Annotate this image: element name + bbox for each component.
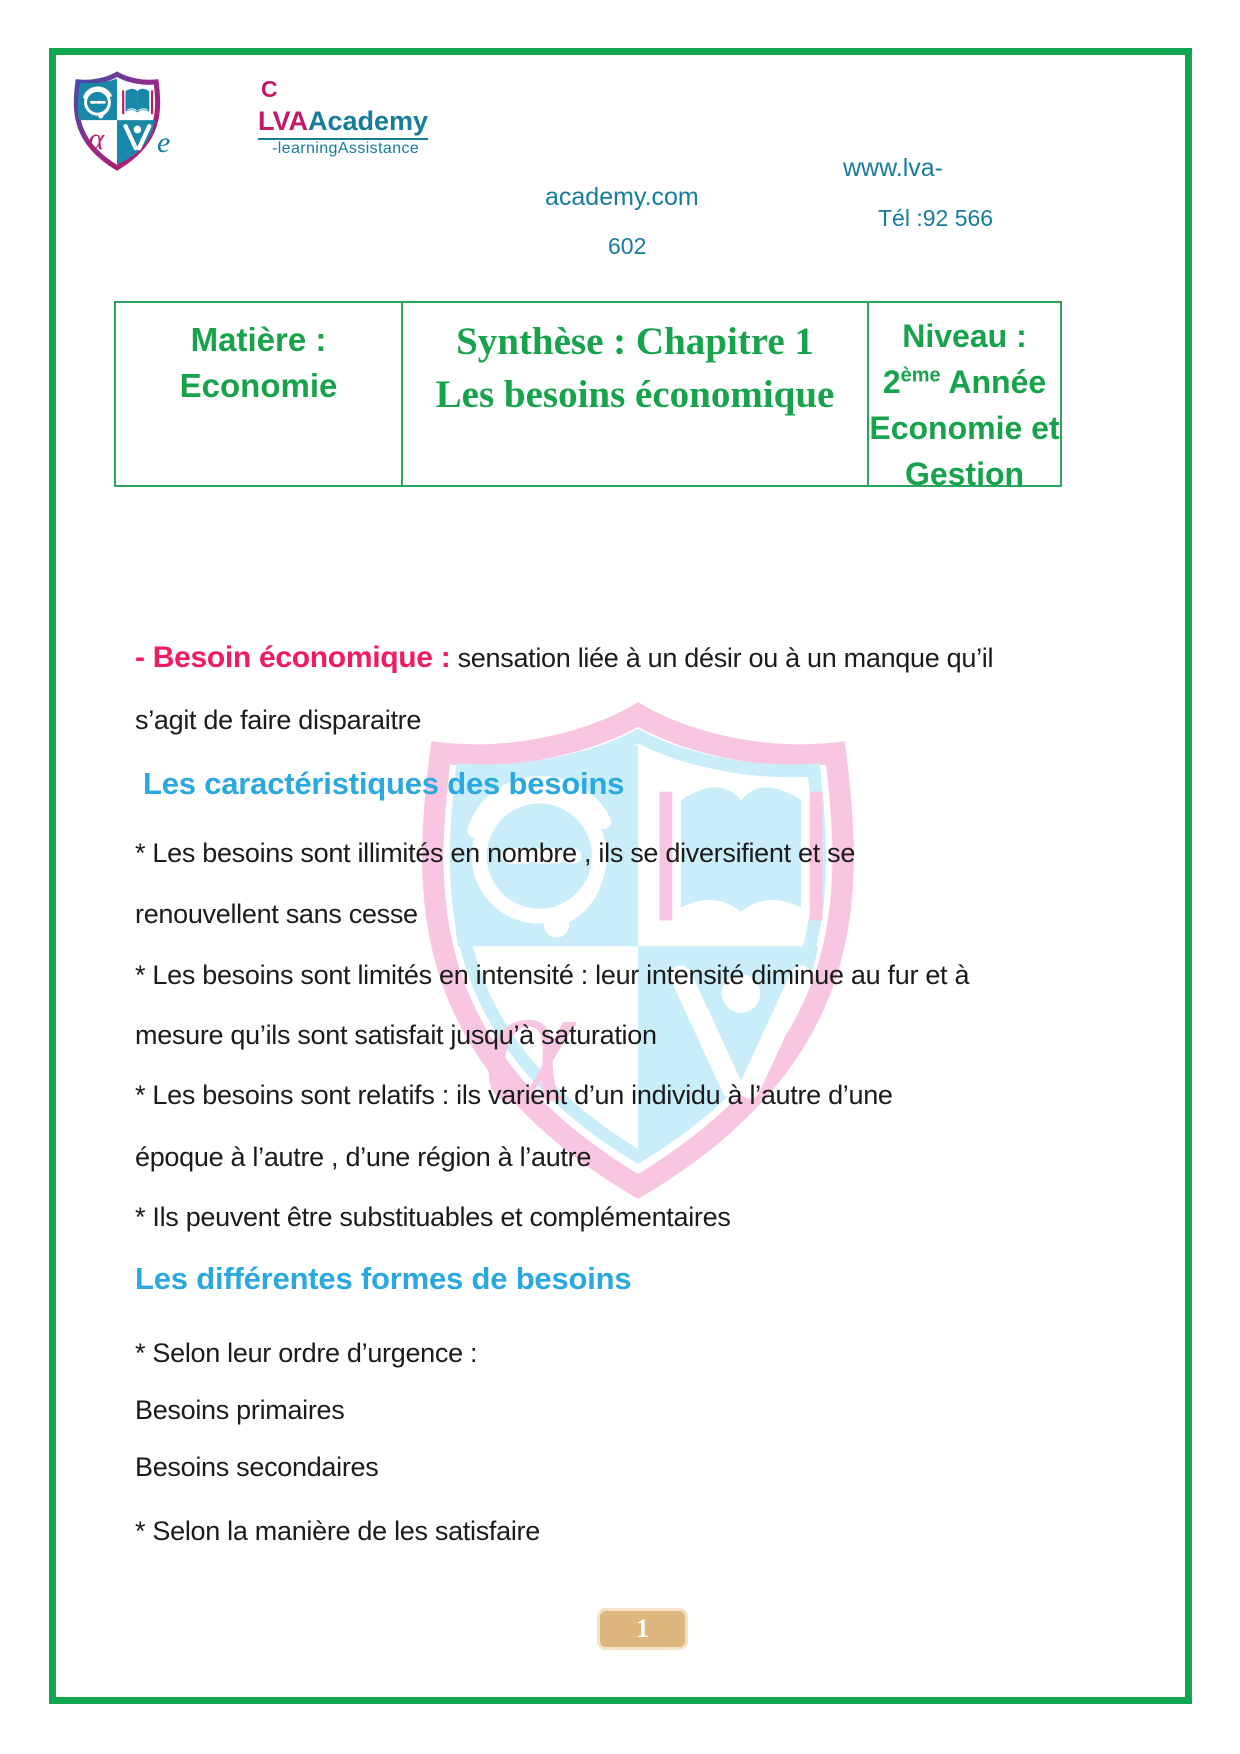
alpha-glyph: α	[88, 122, 105, 157]
website-url-part2: academy.com	[545, 183, 699, 211]
niveau-rest: Année Economie et Gestion	[869, 364, 1060, 492]
page-number-badge: 1	[597, 1608, 688, 1650]
section-heading-formes: Les différentes formes de besoins	[135, 1261, 632, 1296]
e-glyph: e	[157, 126, 171, 159]
body-line: époque à l’autre , d’une région à l’autre	[135, 1142, 592, 1172]
niveau-superscript: ème	[900, 364, 941, 387]
brand-c-letter: C	[261, 76, 278, 102]
body-line: * Selon la manière de les satisfaire	[135, 1516, 540, 1546]
phone-number: Tél :92 566	[878, 205, 994, 231]
body-line: * Les besoins sont illimités en nombre , ils se diversifient et se	[135, 838, 856, 868]
chapter-subject-line: Les besoins économique	[435, 373, 835, 416]
body-line: * Ils peuvent être substituables et complémentaires	[135, 1202, 731, 1232]
body-line: renouvellent sans cesse	[135, 899, 418, 929]
synthese-line: Synthèse : Chapitre 1	[456, 320, 814, 363]
body-line: Besoins secondaires	[135, 1452, 379, 1482]
section-heading-caracteristiques: Les caractéristiques des besoins	[143, 766, 625, 801]
body-line: mesure qu’ils sont satisfait jusqu’à saturation	[135, 1020, 657, 1050]
definition-text: sensation liée à un désir ou à un manque qu’il	[450, 643, 994, 673]
brand-lva: LVA	[258, 106, 308, 136]
table-cell-matiere: Matière : Economie	[179, 321, 338, 404]
body-line: * Les besoins sont relatifs : ils varient d’un individu à l’autre d’une	[135, 1080, 893, 1110]
body-line: Besoins primaires	[135, 1395, 345, 1425]
brand-academy: Academy	[308, 106, 429, 136]
niveau-prefix: Niveau : 2	[882, 318, 1027, 400]
alpha-glyph: α	[483, 948, 574, 1139]
website-url-part1: www.lva-	[843, 154, 944, 182]
brand-tagline: -learningAssistance	[272, 140, 420, 157]
body-line: * Les besoins sont limités en intensité : leur intensité diminue au fur et à	[135, 960, 970, 990]
definition-line	[135, 641, 993, 675]
definition-term: - Besoin économique :	[135, 641, 451, 674]
header-code: 602	[608, 233, 647, 259]
body-line: * Selon leur ordre d’urgence :	[135, 1338, 478, 1368]
body-line: s’agit de faire disparaitre	[135, 705, 422, 735]
